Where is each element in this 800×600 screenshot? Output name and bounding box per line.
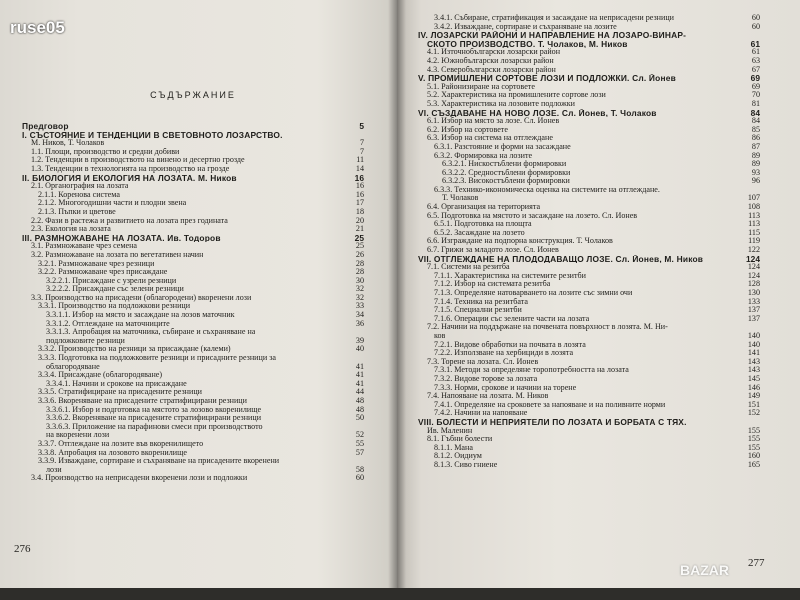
toc-entry-title: 3.3.6.3. Приложение на парафинови смеси при производството [46, 422, 263, 431]
logo: BAZAR [680, 562, 729, 578]
toc-entry [418, 66, 760, 75]
toc-entry-page: 155 [747, 426, 760, 435]
toc-entry-title: 3.2. Размножаване на лозата по вегетативен начин [31, 250, 204, 259]
toc-entry [22, 174, 364, 183]
toc-entry [22, 182, 364, 191]
toc-entry-title: 6.3. Избор на система на отглеждане [427, 134, 553, 143]
toc-entry [418, 461, 760, 470]
toc-entry-page: 44 [355, 388, 364, 397]
toc-entry-title: 3.4.2. Изваждане, сортиране и съхраняване на лозите [434, 22, 617, 31]
toc-entry [22, 225, 364, 234]
toc-left-list [22, 122, 364, 483]
toc-entry [418, 152, 760, 161]
toc-entry-page: 25 [354, 233, 364, 243]
toc-entry-page: 143 [747, 357, 760, 366]
toc-entry-page: 113 [748, 220, 760, 229]
toc-entry [418, 31, 760, 40]
toc-entry-title: 7.3.1. Методи за определяне торопотребността на лозата [434, 366, 629, 375]
toc-entry [22, 397, 364, 406]
toc-entry-page: 20 [355, 216, 364, 225]
toc-entry-page: 48 [355, 397, 364, 405]
toc-entry-page: 160 [747, 452, 760, 461]
page-number-right: 277 [748, 557, 765, 569]
toc-entry [418, 40, 760, 49]
toc-entry-page: 7 [359, 147, 364, 156]
toc-entry [22, 354, 364, 363]
watermark: ruse05 [10, 18, 65, 37]
toc-entry-title: 1.1. Площи, производство и средни добиви [31, 147, 180, 156]
page-number-left: 276 [14, 543, 31, 555]
toc-entry-title: Т. Чолаков [442, 194, 479, 203]
toc-entry-page: 52 [355, 431, 364, 440]
toc-entry-title: 6.3.2. Формировка на лозите [434, 151, 533, 160]
toc-entry-page: 155 [747, 435, 760, 444]
toc-entry [22, 457, 364, 466]
toc-entry-page: 113 [748, 211, 760, 220]
toc-right-list [418, 14, 760, 469]
toc-entry [22, 234, 364, 243]
toc-entry [22, 345, 364, 354]
toc-entry-title: 6.3.1. Разстояние и форми на засаждане [434, 142, 571, 151]
toc-entry-title: 7.1.4. Техника на резитбата [434, 297, 528, 306]
toc-entry-page: 60 [355, 474, 364, 483]
toc-entry-page: 17 [355, 199, 364, 208]
toc-entry-title: 4.3. Северобългарски лозарски район [427, 65, 556, 74]
toc-entry [418, 117, 760, 126]
toc-entry-title: 3.3.6.2. Вкореняване на присадените стратифицирани резници [46, 414, 262, 423]
toc-entry-page: 18 [355, 207, 364, 216]
toc-entry-title: облагородяване [46, 362, 100, 371]
toc-entry [22, 388, 364, 397]
toc-entry-page: 107 [747, 194, 760, 203]
toc-entry [22, 131, 364, 140]
toc-entry [418, 177, 760, 186]
toc-entry-page: 108 [747, 203, 760, 212]
toc-entry [22, 311, 364, 320]
toc-entry-title: 7.3.3. Норми, срокове и начини на торене [434, 383, 577, 392]
toc-entry [22, 260, 364, 269]
toc-entry-title: 6.1. Избор на място за лозе. Сл. Йонев [427, 117, 560, 126]
toc-entry-title: 3.3.3. Подготовка на подложковите резници и присадните резници за [38, 354, 276, 363]
toc-entry-page: 143 [747, 366, 760, 375]
page-heading: СЪДЪРЖАНИЕ [150, 90, 236, 100]
toc-entry-page: 33 [355, 302, 364, 311]
toc-entry-title: V. ПРОМИШЛЕНИ СОРТОВЕ ЛОЗИ И ПОДЛОЖКИ. Сл. Йонев [418, 74, 676, 83]
toc-entry-title: 3.3.1. Производство на подложкови резници [38, 302, 191, 311]
toc-entry [418, 134, 760, 143]
toc-entry [418, 341, 760, 350]
toc-entry [418, 220, 760, 229]
toc-entry [22, 251, 364, 260]
toc-entry-title: 7.4.2. Начини на напояване [434, 409, 528, 418]
toc-entry-page: 84 [750, 108, 760, 118]
toc-entry-title: 3.3.5. Стратифициране на присадените резници [38, 388, 203, 397]
toc-entry-page: 165 [747, 460, 760, 469]
toc-entry [22, 380, 364, 389]
toc-entry-title: 6.3.3. Технико-икономическа оценка на системите на отглеждане. [434, 185, 660, 194]
toc-entry-title: лози [46, 465, 62, 474]
toc-entry [418, 306, 760, 315]
toc-entry-title: IV. ЛОЗАРСКИ РАЙОНИ И НАПРАВЛЕНИЕ НА ЛОЗАРО-ВИНАР- [418, 31, 687, 40]
toc-entry-title: 3.4. Производство на неприсадени вкоренени лози и подложки [31, 474, 248, 483]
toc-entry-page: 84 [751, 117, 760, 126]
toc-entry-page: 152 [747, 409, 760, 418]
toc-entry-title: 2.2. Фази в растежа и развитието на лозата през годината [31, 216, 228, 225]
toc-entry [22, 156, 364, 165]
toc-entry [22, 199, 364, 208]
toc-entry [418, 384, 760, 393]
toc-entry-page: 57 [355, 448, 364, 457]
toc-entry-page: 67 [751, 65, 760, 74]
toc-entry-page: 40 [355, 345, 364, 354]
toc-entry-page: 145 [747, 374, 760, 383]
toc-entry [22, 423, 364, 432]
toc-entry-page: 122 [747, 246, 760, 255]
toc-entry-page: 30 [355, 276, 364, 285]
toc-entry-page: 55 [355, 439, 364, 448]
toc-entry-page: 89 [751, 151, 760, 160]
toc-entry [418, 246, 760, 255]
toc-entry-title: 3.2.2.2. Присаждане със зелени резници [46, 285, 184, 294]
toc-entry [418, 366, 760, 375]
toc-entry-page: 133 [747, 297, 760, 306]
toc-entry-title: Ив. Маленин [427, 426, 473, 435]
toc-entry-page: 140 [747, 340, 760, 349]
toc-entry-title: 2.1.2. Многогодишни части и плодни звена [38, 199, 187, 208]
toc-entry-page: 124 [747, 263, 760, 272]
toc-entry [418, 289, 760, 298]
toc-entry-title: 6.2. Избор на сортовете [427, 125, 508, 134]
toc-entry-title: 3.3.4.1. Начини и срокове на присаждане [46, 379, 187, 388]
toc-entry-title: 6.7. Грижи за младото лозе. Сл. Йонев [427, 246, 559, 255]
toc-entry [418, 237, 760, 246]
toc-entry-title: 3.3.6. Вкореняване на присадените стратифицирани резници [38, 397, 247, 405]
toc-entry [22, 449, 364, 458]
toc-entry-page: 89 [751, 160, 760, 169]
toc-entry-title: VII. ОТГЛЕЖДАНЕ НА ПЛОДОДАВАЩО ЛОЗЕ. Сл. Йонев, М. Ников [418, 254, 704, 264]
toc-entry-title: 2.3. Екология на лозата [31, 225, 111, 234]
book-gutter [388, 0, 406, 600]
toc-entry-title: VI. СЪЗДАВАНЕ НА НОВО ЛОЗЕ. Сл. Йонев, Т. Чолаков [418, 108, 657, 118]
toc-entry-page: 137 [747, 314, 760, 323]
toc-entry-title: 7.4.1. Определяне на сроковете за напояване и на поливните норми [434, 400, 666, 409]
toc-entry-title: 8.1.2. Оидиум [434, 452, 482, 461]
toc-entry [418, 186, 760, 195]
toc-entry [22, 122, 364, 131]
toc-entry-title: 3.2.2. Размножаване чрез присаждане [38, 268, 168, 277]
toc-entry-page: 81 [751, 99, 760, 108]
toc-entry-title: 7.3. Торене на лозата. Сл. Йонев [427, 357, 539, 366]
toc-entry [418, 401, 760, 410]
toc-entry-title: 6.6. Изграждане на подпорна конструкция. Т. Чолаков [427, 237, 613, 246]
toc-entry-title: 6.5.2. Засаждане на лозето [434, 228, 525, 237]
toc-entry [418, 349, 760, 358]
toc-entry [22, 148, 364, 157]
toc-entry [22, 414, 364, 423]
toc-entry-title: 3.3.9. Изваждане, сортиране и съхраняване на присадените вкоренени [38, 457, 280, 466]
toc-entry-title: 7.1.3. Определяне натоварването на лозите със зимни очи [434, 289, 633, 297]
toc-entry-page: 119 [748, 237, 760, 246]
toc-entry-page: 7 [359, 139, 364, 148]
toc-entry-title: 6.5.1. Подготовка на площта [434, 220, 532, 229]
toc-entry-page: 128 [747, 280, 760, 289]
toc-entry [22, 302, 364, 311]
toc-entry-title: 7.1. Системи на резитба [427, 263, 510, 272]
toc-entry-title: 7.2.1. Видове обработки на почвата в лозята [434, 340, 586, 349]
toc-entry-page: 115 [748, 228, 760, 237]
toc-entry-page: 5 [359, 122, 364, 131]
toc-entry-page: 141 [747, 349, 760, 358]
toc-entry-title: 2.1.3. Пъпки и цветове [38, 207, 116, 216]
toc-entry [418, 57, 760, 66]
toc-entry [418, 272, 760, 281]
toc-entry-page: 36 [355, 319, 364, 328]
toc-entry [418, 203, 760, 212]
toc-entry-title: 7.1.1. Характеристика на системите резитби [434, 271, 586, 280]
toc-entry-title: 2.1.1. Коренова система [38, 190, 120, 199]
toc-entry-title: ков [434, 331, 446, 340]
toc-entry-title: 4.2. Южнобългарски лозарски район [427, 56, 554, 65]
toc-entry [418, 323, 760, 332]
toc-entry-page: 32 [355, 285, 364, 294]
toc-entry [418, 23, 760, 32]
toc-entry-page: 28 [355, 259, 364, 268]
toc-entry [418, 160, 760, 169]
toc-entry-title: 7.2. Начини на поддържане на почвената повърхност в лозята. М. Ни- [427, 323, 668, 332]
toc-entry-page: 32 [355, 293, 364, 302]
toc-entry-page: 85 [751, 125, 760, 134]
toc-entry [22, 328, 364, 337]
toc-entry [22, 371, 364, 380]
toc-entry-page: 48 [355, 405, 364, 414]
toc-entry-title: 7.1.2. Избор на системата резитба [434, 280, 551, 289]
toc-entry-title: 7.1.6. Операции със зелените части на лозата [434, 314, 590, 323]
toc-entry-title: 3.3.6.1. Избор и подготовка на мястото за лозово вкоренилище [46, 405, 262, 414]
toc-entry-page: 137 [747, 306, 760, 315]
toc-entry-title: 3.3.1.1. Избор на място и засаждане на лозов маточник [46, 311, 235, 320]
toc-entry-page: 50 [355, 414, 364, 423]
toc-entry-title: СКОТО ПРОИЗВОДСТВО. Т. Чолаков, М. Ников [427, 39, 628, 49]
toc-entry-title: 6.5. Подготовка на мястото и засаждане на лозето. Сл. Йонев [427, 211, 638, 220]
toc-entry-page: 87 [751, 142, 760, 151]
toc-entry-page: 146 [747, 383, 760, 392]
toc-entry-page: 16 [355, 182, 364, 191]
toc-entry-title: 3.3. Производство на присадени (облагородени) вкоренени лози [31, 293, 252, 302]
toc-entry-title: 6.3.2.3. Високостъблени формировки [442, 177, 570, 186]
toc-entry [22, 431, 364, 440]
toc-entry [22, 139, 364, 148]
toc-entry [22, 208, 364, 217]
toc-entry-title: Предговор [22, 122, 69, 131]
toc-entry [418, 143, 760, 152]
toc-entry [22, 165, 364, 174]
toc-entry-title: III. РАЗМНОЖАВАНЕ НА ЛОЗАТА. Ив. Тодоров [22, 233, 221, 243]
toc-entry [22, 285, 364, 294]
toc-entry-title: подложковите резници [46, 336, 125, 345]
toc-entry [418, 452, 760, 461]
toc-entry-title: 3.3.2. Производство на резници за присаждане (калеми) [38, 345, 231, 354]
toc-entry [418, 375, 760, 384]
toc-entry-title: 3.3.4. Присаждане (облагородяване) [38, 371, 163, 380]
toc-entry-page: 140 [747, 331, 760, 340]
toc-entry [22, 268, 364, 277]
toc-entry-page: 16 [355, 190, 364, 199]
toc-entry-title: 7.1.5. Специални резитби [434, 306, 522, 315]
toc-entry-page: 93 [751, 168, 760, 177]
toc-entry [418, 315, 760, 324]
toc-entry [22, 337, 364, 346]
toc-entry [22, 294, 364, 303]
toc-entry-title: 1.2. Тенденции в производството на винено и десертно грозде [31, 156, 245, 165]
toc-entry-page: 39 [355, 336, 364, 345]
toc-entry-title: на вкоренени лози [46, 431, 110, 440]
toc-entry-page: 28 [355, 268, 364, 277]
toc-entry-page: 96 [751, 177, 760, 186]
toc-entry [418, 409, 760, 418]
toc-entry [418, 255, 760, 264]
toc-entry-title: 5.2. Характеристика на промишлените сортове лози [427, 91, 606, 100]
toc-entry [418, 48, 760, 57]
toc-entry-title: 1.3. Тенденции в технологията на производство на грозде [31, 164, 230, 173]
toc-entry-title: 3.1. Размножаване чрез семена [31, 242, 138, 251]
toc-entry-title: 5.3. Характеристика на лозовите подложки [427, 99, 575, 108]
toc-entry-page: 60 [751, 14, 760, 22]
toc-entry-page: 63 [751, 56, 760, 65]
toc-entry [22, 242, 364, 251]
toc-entry-page: 86 [751, 134, 760, 143]
toc-entry-page: 69 [750, 74, 760, 83]
toc-entry [22, 440, 364, 449]
toc-entry [22, 466, 364, 475]
toc-entry-page: 124 [747, 271, 760, 280]
toc-entry [418, 100, 760, 109]
toc-entry-title: 8.1.1. Мана [434, 443, 473, 452]
toc-entry [418, 126, 760, 135]
toc-entry-title: 6.3.2.2. Средностъблени формировки [442, 168, 571, 177]
toc-entry-page: 41 [355, 371, 364, 380]
toc-entry-page: 58 [355, 465, 364, 474]
toc-entry-title: 3.2.1. Размножаване чрез резници [38, 259, 155, 268]
toc-entry-title: 7.2.2. Използване на хербициди в лозята [434, 349, 574, 358]
toc-entry [418, 358, 760, 367]
toc-entry [22, 406, 364, 415]
toc-entry [22, 474, 364, 483]
toc-entry-page: 61 [751, 48, 760, 57]
toc-entry-title: 3.4.1. Събиране, стратификация и засаждане на неприсадени резници [434, 14, 674, 22]
toc-entry [22, 277, 364, 286]
toc-entry-title: 8.1. Гъбни болести [427, 435, 493, 444]
toc-entry-page: 155 [747, 443, 760, 452]
toc-entry-page: 69 [751, 82, 760, 91]
toc-entry-title: 7.3.2. Видове торове за лозата [434, 374, 538, 383]
toc-entry [418, 418, 760, 427]
toc-entry-page: 16 [354, 173, 364, 183]
toc-entry-page: 124 [746, 254, 760, 264]
toc-entry-page: 14 [355, 164, 364, 173]
toc-entry [22, 320, 364, 329]
toc-entry-title: 6.4. Организация на територията [427, 203, 541, 212]
toc-entry-page: 21 [355, 225, 364, 234]
toc-entry [418, 83, 760, 92]
toc-entry-page: 41 [355, 379, 364, 388]
toc-entry [418, 91, 760, 100]
toc-entry [418, 109, 760, 118]
toc-entry [418, 169, 760, 178]
toc-entry-title: I. СЪСТОЯНИЕ И ТЕНДЕНЦИИ В СВЕТОВНОТО ЛОЗАРСТВО. [22, 130, 283, 140]
toc-entry-page: 149 [747, 392, 760, 401]
toc-entry-page: 61 [750, 39, 760, 49]
toc-entry-title: 5.1. Районизиране на сортовете [427, 82, 535, 91]
toc-entry [418, 229, 760, 238]
toc-entry [418, 280, 760, 289]
toc-entry [22, 363, 364, 372]
toc-entry-title: 7.4. Напояване на лозата. М. Ников [427, 392, 549, 401]
toc-entry [22, 217, 364, 226]
toc-entry-title: 2.1. Органография на лозата [31, 182, 129, 191]
toc-entry-page: 34 [355, 311, 364, 320]
toc-entry [418, 332, 760, 341]
toc-entry-page: 130 [747, 289, 760, 297]
toc-entry [418, 263, 760, 272]
toc-entry-title: 3.3.1.3. Апробация на маточника, събиране и съхраняване на [46, 328, 256, 337]
table-edge [0, 588, 800, 600]
toc-entry [418, 74, 760, 83]
toc-entry [418, 14, 760, 23]
toc-entry [418, 392, 760, 401]
toc-entry-title: 4.1. Източнобългарски лозарски район [427, 48, 561, 57]
toc-entry-title: 8.1.3. Сиво гниене [434, 460, 498, 469]
toc-entry [418, 212, 760, 221]
toc-entry-title: 6.3.2.1. Нискостъблени формировки [442, 160, 567, 169]
toc-entry-page: 26 [355, 250, 364, 259]
toc-entry [418, 427, 760, 436]
toc-entry [418, 194, 760, 203]
toc-entry-title: М. Ников, Т. Чолаков [31, 139, 105, 148]
toc-entry-title: 3.3.1.2. Отглеждане на маточниците [46, 319, 170, 328]
toc-entry-title: 3.3.8. Апробация на лозовото вкоренилище [38, 448, 187, 457]
toc-entry-page: 151 [747, 400, 760, 409]
toc-entry-title: 3.3.7. Отглеждане на лозите във вкоренилището [38, 439, 204, 448]
toc-entry-page: 41 [355, 362, 364, 371]
toc-entry-title: 3.2.2.1. Присаждане с узрели резници [46, 276, 177, 285]
toc-entry [418, 298, 760, 307]
toc-entry-title: II. БИОЛОГИЯ И ЕКОЛОГИЯ НА ЛОЗАТА. М. Ников [22, 173, 237, 183]
toc-entry-page: 11 [356, 156, 364, 165]
toc-entry [22, 191, 364, 200]
toc-entry-page: 70 [751, 91, 760, 100]
toc-entry-page: 60 [751, 22, 760, 31]
toc-entry-page: 25 [355, 242, 364, 251]
toc-entry [418, 444, 760, 453]
toc-entry [418, 435, 760, 444]
toc-entry-title: VIII. БОЛЕСТИ И НЕПРИЯТЕЛИ ПО ЛОЗАТА И БОРБАТА С ТЯХ. [418, 417, 687, 427]
